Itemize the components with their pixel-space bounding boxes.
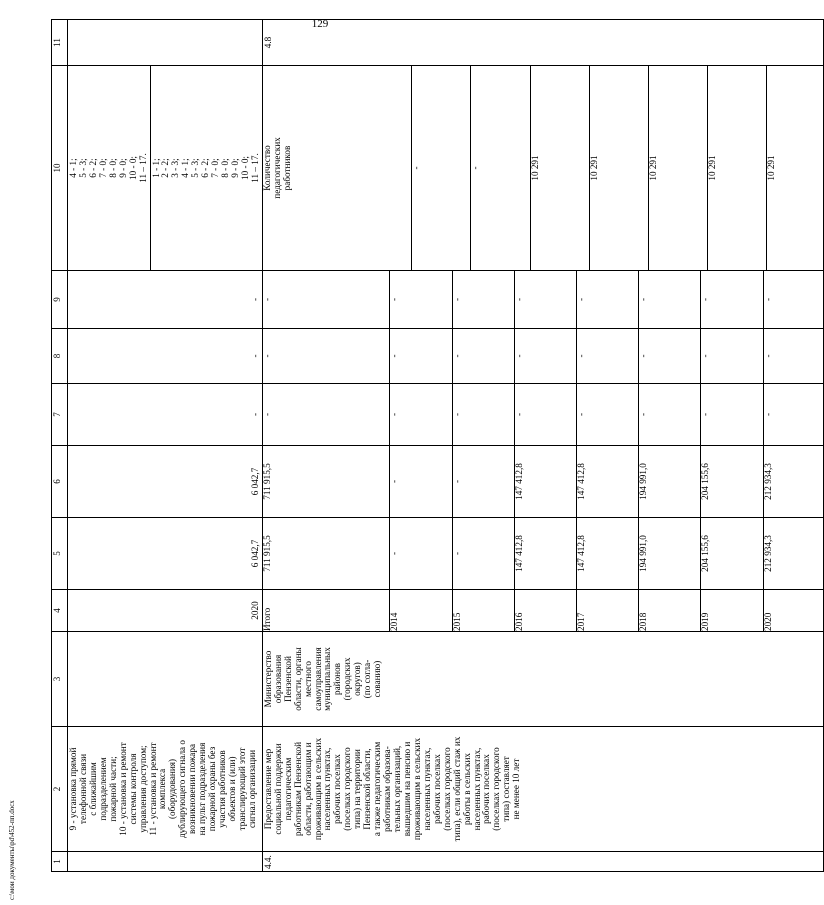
total-value: 711 915,5 (263, 518, 390, 589)
year-value: 147 412,8 (514, 518, 576, 589)
cell-federal-budget: - (68, 384, 263, 446)
year-value: - (701, 329, 763, 383)
col-header: 10 (52, 66, 68, 271)
cell-regional-budget: 6 042,7 (68, 446, 263, 518)
year-label: 2019 (701, 590, 763, 631)
indicator-value: 10 291 (707, 66, 766, 270)
year-value: - (701, 271, 763, 328)
rotated-table (51, 20, 776, 872)
year-label: 2020 (762, 612, 773, 631)
cell-description: Предоставление мер социальной поддержки педагогическим работникам Пензенской области, работающим и проживающим в сельских населенных пунктах, рабочих поселках (поселках городского типа) на территории Пензенской области, а также педагогическим работникам образова- тельных организаций, вышедшим на пенсию и проживающим в сельских населенных пунктах, рабочих поселках (поселках городского типа), если общий стаж их работы в сельских населенных пунктах, рабочих поселках (поселках городского типа) составляет не менее 10 лет (262, 727, 823, 852)
cell-local-budget: - (68, 329, 263, 384)
cell-total-funding: 6 042,7 (68, 518, 263, 590)
total-value: 711 915,5 (263, 446, 390, 517)
cell-description: 9 - установка прямой телефонной связи с ближайшим подразделением пожарной части; 10 - установка и ремонт системы контроля управления доступом; 11 - установка и ремонт комплекса (оборудования) дублирующего сигнала о возникновении пожара на пульт подразделения пожарной охраны без участия работников объектов и (или) транслирующий этот сигнал организации (68, 727, 263, 852)
file-path-footer: c:\мои документы\pd\452-пп.docx (8, 800, 16, 900)
col-header: 2 (52, 727, 68, 852)
col-header: 9 (52, 271, 68, 329)
cell-total-funding (262, 518, 823, 590)
col-header: 1 (52, 852, 68, 872)
total-value: - (263, 271, 390, 328)
year-value: - (390, 518, 452, 589)
indicator-value: 10 291 (648, 66, 707, 270)
indicator-value: 10 291 (530, 66, 589, 270)
year-value: - (390, 329, 452, 383)
year-value: - (639, 271, 701, 328)
year-value: - (577, 384, 639, 445)
year-value: - (639, 329, 701, 383)
year-value: - (762, 354, 773, 358)
year-value: - (514, 329, 576, 383)
table-row (262, 20, 823, 872)
year-value: 147 412,8 (514, 446, 576, 517)
year-value: - (452, 384, 514, 445)
total-value: - (263, 384, 390, 445)
cell-regional-budget (262, 446, 823, 518)
col-header: 11 (52, 20, 68, 66)
cell-local-budget (262, 329, 823, 384)
header-row (52, 20, 68, 872)
program-table (51, 19, 824, 872)
year-value: - (639, 384, 701, 445)
indicator-label: Количество педагогических работников (263, 66, 412, 270)
year-value: 147 412,8 (577, 446, 639, 517)
year-value: - (390, 446, 452, 517)
year-value: 204 155,6 (701, 518, 763, 589)
year-value: - (577, 329, 639, 383)
year-value: - (514, 271, 576, 328)
col-header: 8 (52, 329, 68, 384)
year-value: - (390, 384, 452, 445)
cell-link (68, 20, 263, 66)
cell-number: 4.4. (262, 852, 823, 872)
indicator-value: - (412, 66, 471, 270)
year-value: - (452, 271, 514, 328)
cell-years (262, 590, 823, 632)
year-value: - (762, 412, 773, 417)
year-label: 2017 (577, 590, 639, 631)
total-label: Итого (263, 590, 390, 631)
year-label: 2016 (514, 590, 576, 631)
year-label: 2015 (452, 590, 514, 631)
col-header: 3 (52, 632, 68, 727)
cell-indicators (262, 66, 823, 271)
year-value: - (452, 329, 514, 383)
year-value: 194 991,0 (639, 446, 701, 517)
year-value: - (577, 271, 639, 328)
year-value: - (452, 518, 514, 589)
year-label: 2014 (390, 590, 452, 631)
cell-other-sources: - (68, 271, 263, 329)
page-number: 129 (311, 18, 329, 30)
year-value: - (762, 297, 773, 302)
year-value: 147 412,8 (577, 518, 639, 589)
col-header: 7 (52, 384, 68, 446)
indicator-value: - (471, 66, 530, 270)
year-value: 194 991,0 (639, 518, 701, 589)
year-value: - (701, 384, 763, 445)
indicator-value: 10 291 (589, 66, 648, 270)
indicator-value: 10 291 (765, 155, 776, 181)
col-header: 5 (52, 518, 68, 590)
year-value: - (390, 271, 452, 328)
total-value: - (263, 329, 390, 383)
indicator-values-top: 4 - 1; 5 - 3; 6 - 2; 7 - 0; 8 - 0; 9 - 0; 10 - 0; 11 – 17. (68, 66, 151, 270)
indicator-values-bottom: 1 - 1; 2 - 2; 3 - 3; 4 - 1; 5 - 3; 6 - 2; 7 - 0; 8 - 0; 9 - 0; 10 - 0; 11 – 17. (150, 153, 260, 183)
year-value: 212 934,3 (762, 535, 773, 572)
year-label: 2018 (639, 590, 701, 631)
cell-link: 4.8 (262, 20, 823, 66)
cell-executor (68, 632, 263, 727)
cell-other-sources (262, 271, 823, 329)
cell-indicators (68, 66, 263, 271)
year-value: - (452, 446, 514, 517)
table-row (68, 20, 263, 872)
year-value: 212 934,3 (762, 463, 773, 500)
cell-executor: Министерство образования Пензенской области, органы местного самоуправления муниципальных районов (городских округов) (по согла- сованию) (262, 632, 823, 727)
cell-year: 2020 (68, 590, 263, 632)
cell-number (68, 852, 263, 872)
year-value: 204 155,6 (701, 446, 763, 517)
col-header: 6 (52, 446, 68, 518)
year-value: - (514, 384, 576, 445)
cell-federal-budget (262, 384, 823, 446)
col-header: 4 (52, 590, 68, 632)
